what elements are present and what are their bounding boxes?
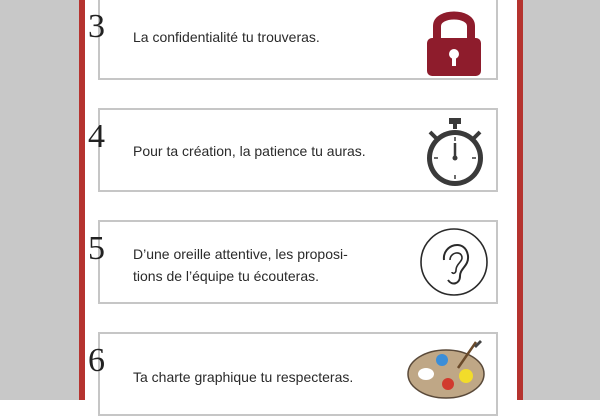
rule-number-4: 4	[88, 118, 105, 155]
palette-icon	[404, 338, 496, 405]
lock-icon	[423, 4, 485, 83]
rule-text-5-line-1: D’une oreille attentive, les proposi-	[133, 246, 348, 262]
rule-text-5-line-2: tions de l’équipe tu écouteras.	[133, 268, 320, 284]
stopwatch-icon	[422, 116, 488, 193]
rule-text-4: Pour ta création, la patience tu auras.	[133, 143, 366, 159]
rule-number-6: 6	[88, 342, 105, 379]
left-gray-band	[0, 0, 79, 400]
rule-text-5	[133, 243, 413, 287]
right-gray-band	[523, 0, 600, 400]
rule-number-3: 3	[88, 8, 105, 45]
ear-icon	[418, 226, 490, 303]
rule-number-5: 5	[88, 230, 105, 267]
rule-text-3: La confidentialité tu trouveras.	[133, 29, 320, 45]
rule-text-6: Ta charte graphique tu respecteras.	[133, 369, 354, 385]
